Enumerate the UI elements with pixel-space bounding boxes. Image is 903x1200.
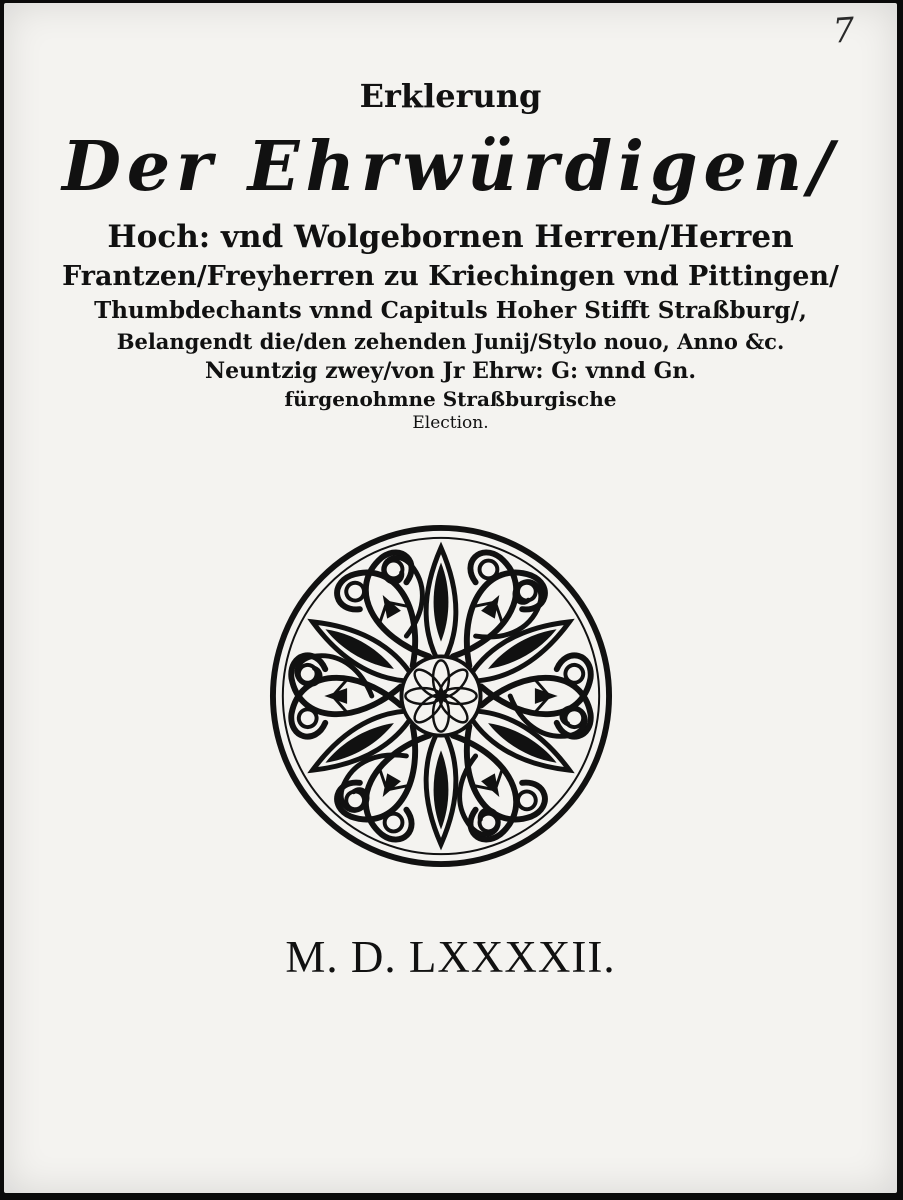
title-line-7: Neuntzig zwey/von Jr Ehrw: G: vnnd Gn. [204, 358, 697, 384]
folio-number: 7 [831, 10, 857, 52]
imprint-year: M. D. LXXXXII. [285, 932, 616, 982]
title-line-6: Belangendt die/den zehenden Junij/Stylo nouo, Anno &c. [116, 329, 785, 354]
title-page [4, 3, 897, 1193]
title-line-4: Frantzen/Freyherren zu Kriechingen vnd Pittingen/ [62, 261, 839, 292]
title-line-9: Election. [412, 413, 489, 433]
title-line-5: Thumbdechants vnnd Capituls Hoher Stifft Straßburg/, [94, 297, 807, 324]
title-line-8: fürgenohmne Straßburgische [284, 387, 617, 411]
title-line-2: Der Ehrwürdigen/ [61, 127, 840, 207]
circular-knotwork-ornament-icon [268, 523, 614, 869]
title-line-1: Erklerung [359, 77, 542, 115]
title-line-3: Hoch: vnd Wolgebornen Herren/Herren [107, 219, 794, 255]
